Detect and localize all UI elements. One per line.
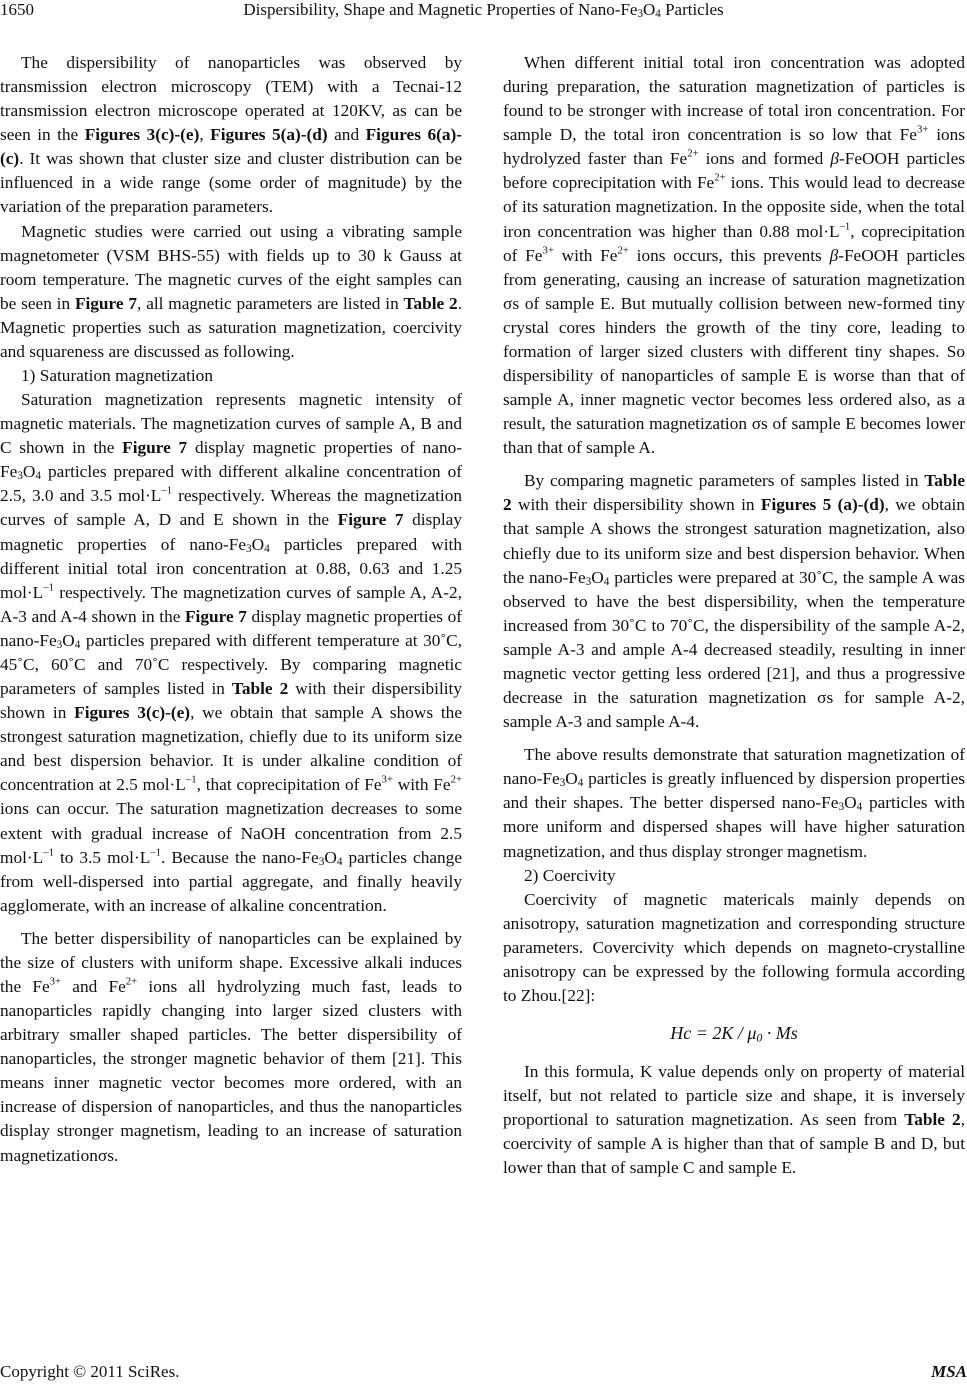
bold-reference: Figure 7 bbox=[122, 438, 188, 458]
bold-reference: Figure 7 bbox=[184, 606, 247, 626]
paragraph: The better dispersibility of nanoparticles can be explained by the size of clusters with uniform shape. Excessive alkali induces the $Fe^{3+}$ and $Fe^{2+}$ ions all hydrolyzing much fast, leads to nanoparticles rapidly changing into larger sized clusters with arbitrary smaller shaped particles. The better dispersibility of nanoparticles, the stronger magnetic behavior of them [21]. This means inner magnetic vector becomes more ordered, with an increase of dispersion of nanoparticles, and thus the nanoparticles display stronger magnetism, leading to an increase of saturation magnetizationσs. bbox=[0, 928, 463, 1165]
paragraph: Magnetic studies were carried out using a vibrating sample magnetometer (VSM BHS-55) with fields up to 30 k Gauss at room temperature. The magnetic curves of the eight samples can be seen in Figure 7, all magnetic parameters are listed in Table 2. Magnetic properties such as saturation magnetization, coercivity and squareness are discussed as following. bbox=[0, 221, 463, 361]
page-number: 1650 bbox=[0, 0, 34, 19]
bold-reference: Figure 7 bbox=[337, 510, 404, 530]
bold-reference: Table 2 bbox=[503, 471, 965, 515]
bold-reference: Table 2 bbox=[403, 293, 458, 313]
paragraph: The dispersibility of nanoparticles was observed by transmission electron microscopy (TEM) with a Tecnai-12 transmission electron microscope operated at 120KV, as can be seen in the Figures 3(c)-(e), Figures 5(a)-(d) and Figures 6(a)-(c). It was shown that cluster size and cluster distribution can be influenced in a wide range (some order of magnitude) by the variation of the preparation parameters. bbox=[0, 53, 462, 217]
paragraph: When different initial total iron concentration was adopted during preparation, the saturation magnetization of particles is found to be stronger with increase of total iron concentration. For sample D, the total iron concentration is so low that $Fe^{3+}$ ions hydrolyzed faster than $Fe^{2+}$ ions and formed β-FeOOH particles before coprecipitation with $Fe^{2+}$ ions. This would lead to decrease of its saturation magnetization. In the opposite side, when the total iron concentration was higher than 0.88 $mol\cdot L^{-1}$, coprecipitation of $Fe^{3+}$ with $Fe^{2+}$ ions occurs, this prevents β-FeOOH particles from generating, causing an increase of saturation magnetization σs of sample E. But mutually collision between new-formed tiny crystal cores hinders the growth of the tiny core, leading to formation of larger sized clusters with different tiny shapes. So dispersibility of nanoparticles of sample E is worse than that of sample A, inner magnetic vector becomes less ordered also, as a result, the saturation magnetization σs of sample E becomes lower than that of sample A. bbox=[503, 53, 965, 458]
journal-abbreviation: MSA bbox=[931, 1362, 967, 1381]
paragraph: By comparing magnetic parameters of samples listed in Table 2 with their dispersibility shown in Figures 5 (a)-(d), we obtain that sample A shows the strongest saturation magnetization, also chiefly due to its uniform size and best dispersion behavior. When the nano-$Fe_3O_4$ particles were prepared at 30˚C, the sample A was observed to have the best dispersibility, when the temperature increased from 30˚C to 70˚C, the dispersibility of the sample A-2, sample A-3 and ample A-4 decreased steadily, resulting in inner magnetic vector getting less ordered [21], and thus a progressive decrease in the saturation magnetization σs for sample A-2, sample A-3 and sample A-4. bbox=[503, 471, 965, 732]
paragraph: The above results demonstrate that saturation magnetization of nano-$Fe_3O_4$ particles is greatly influenced by dispersion properties and their shapes. The better dispersed nano-$Fe_3O_4$ particles with more uniform and dispersed shapes will have higher saturation magnetization, and thus display stronger magnetism. bbox=[503, 745, 965, 861]
bold-reference: Figures 6(a)-(c) bbox=[0, 125, 462, 169]
bold-reference: Figure 7 bbox=[74, 293, 138, 313]
bold-reference: Figures 3(c)-(e) bbox=[74, 703, 191, 723]
bold-reference: Table 2 bbox=[231, 679, 289, 699]
left-column bbox=[0, 51, 462, 1168]
bold-reference: Figures 5(a)-(d) bbox=[210, 125, 328, 145]
page-footer bbox=[0, 1362, 967, 1384]
section-heading: 2) Coercivity bbox=[524, 865, 616, 885]
bold-reference: Figures 5 (a)-(d) bbox=[760, 495, 885, 515]
paragraph: Saturation magnetization represents magnetic intensity of magnetic materials. The magnetization curves of sample A, B and C shown in the Figure 7 display magnetic properties of nano-$Fe_3O_4$ particles prepared with different alkaline concentration of 2.5, 3.0 and 3.5 $mol\cdot L^{-1}$ respectively. Whereas the magnetization curves of sample A, D and E shown in the Figure 7 display magnetic properties of nano-$Fe_3O_4$ particles prepared with different initial total iron concentration at 0.88, 0.63 and 1.25 $mol\cdot L^{-1}$ respectively. The magnetization curves of sample A, A-2, A-3 and A-4 shown in the Figure 7 display magnetic properties of nano-$Fe_3O_4$ particles prepared with different temperature at 30˚C, 45˚C, 60˚C and 70˚C respectively. By comparing magnetic parameters of samples listed in Table 2 with their dispersibility shown in Figures 3(c)-(e), we obtain that sample A shows the strongest saturation magnetization, chiefly due to its uniform size and best dispersion behavior. It is under alkaline condition of concentration at 2.5 $mol\cdot L^{-1}$, that coprecipitation of $Fe^{3+}$ with $Fe^{2+}$ ions can occur. The saturation magnetization decreases to some extent with gradual increase of NaOH concentration from 2.5 $mol\cdot L^{-1}$ to 3.5 $mol\cdot L^{-1}$. Because the nano-$Fe_3O_4$ particles change from well-dispersed into partial aggregate, and finally heavily agglomerate, with an increase of alkaline concentration. bbox=[0, 390, 462, 915]
bold-reference: Table 2 bbox=[904, 1110, 961, 1130]
equation: $Hc = 2K / \mu_0 \cdot Ms$ bbox=[670, 1023, 798, 1045]
bold-reference: Figures 3(c)-(e) bbox=[84, 125, 200, 145]
page-header bbox=[0, 0, 967, 30]
section-heading: 1) Saturation magnetization bbox=[21, 366, 213, 386]
paragraph: Coercivity of magnetic matericals mainly depends on anisotropy, saturation magnetization and corresponding structure parameters. Covercivity which depends on magneto-crystalline anisotropy can be expressed by the following formula according to Zhou.[22]: bbox=[503, 889, 965, 1005]
copyright-notice: Copyright © 2011 SciRes. bbox=[0, 1362, 180, 1381]
right-column bbox=[503, 51, 965, 1180]
running-title: Dispersibility, Shape and Magnetic Properties of Nano-$Fe_3O_4$ Particles bbox=[243, 0, 724, 21]
paragraph: In this formula, K value depends only on property of material itself, but not related to particle size and shape, it is inversely proportional to saturation magnetization. As seen from Table 2, coercivity of sample A is higher than that of sample B and D, but lower than that of sample C and sample E. bbox=[503, 1062, 966, 1178]
